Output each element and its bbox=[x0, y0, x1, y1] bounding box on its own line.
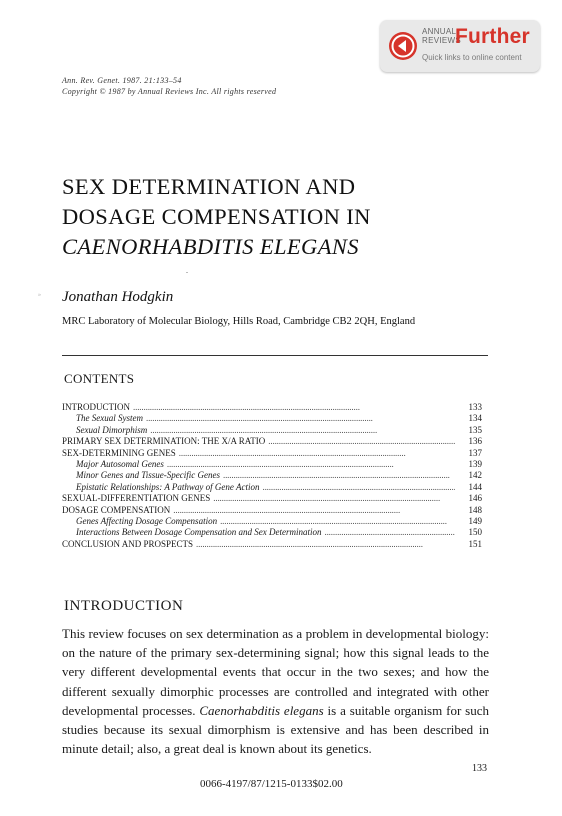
scan-mark: » bbox=[38, 292, 41, 298]
toc-entry-label: SEX-DETERMINING GENES bbox=[62, 447, 176, 458]
toc-entry-label: Sexual Dimorphism bbox=[76, 424, 148, 435]
toc-entry[interactable] bbox=[62, 516, 482, 527]
title-line-2: DOSAGE COMPENSATION IN bbox=[62, 204, 371, 229]
badge-publisher-label: ANNUAL REVIEWS bbox=[422, 27, 461, 45]
toc-entry-page: 151 bbox=[468, 538, 482, 549]
toc-entry-label: CONCLUSION AND PROSPECTS bbox=[62, 538, 194, 549]
toc-entry-page: 136 bbox=[468, 436, 482, 447]
annual-reviews-further-badge[interactable] bbox=[380, 20, 540, 72]
copyright-line: Copyright © 1987 by Annual Reviews Inc. All rights reserved bbox=[62, 87, 277, 96]
article-title bbox=[62, 172, 371, 262]
toc-entry[interactable] bbox=[62, 527, 482, 538]
author-affiliation: MRC Laboratory of Molecular Biology, Hills Road, Cambridge CB2 2QH, England bbox=[62, 316, 416, 327]
table-of-contents bbox=[62, 402, 482, 550]
arrow-left-icon bbox=[388, 31, 418, 61]
toc-entry-page: 135 bbox=[468, 424, 482, 435]
toc-entry[interactable] bbox=[62, 493, 482, 504]
toc-entry-page: 148 bbox=[468, 504, 482, 515]
contents-heading: CONTENTS bbox=[64, 371, 135, 386]
toc-entry-page: 137 bbox=[468, 447, 482, 458]
toc-entry-label: Minor Genes and Tissue-Specific Genes bbox=[76, 470, 220, 481]
journal-citation: Ann. Rev. Genet. 1987. 21:133–54 bbox=[62, 76, 182, 85]
toc-entry-page: 146 bbox=[468, 493, 482, 504]
species-name: Caenorhabditis elegans bbox=[199, 702, 324, 718]
toc-entry-label: Genes Affecting Dosage Compensation bbox=[76, 515, 218, 526]
toc-entry-label: INTRODUCTION bbox=[62, 402, 130, 412]
body-paragraph bbox=[62, 624, 489, 758]
toc-entry-label: DOSAGE COMPENSATION bbox=[62, 504, 171, 515]
toc-entry[interactable] bbox=[62, 459, 482, 470]
section-heading: INTRODUCTION bbox=[64, 598, 184, 614]
badge-title: Further bbox=[455, 25, 530, 48]
toc-entry-label: SEXUAL-DIFFERENTIATION GENES bbox=[62, 493, 211, 504]
toc-entry-page: 142 bbox=[468, 470, 482, 481]
toc-entry-label: Interactions Between Dosage Compensation and Sex Determination bbox=[76, 527, 322, 538]
toc-entry-label: Epistatic Relationships: A Pathway of Gene Action bbox=[76, 481, 260, 492]
badge-subtitle: Quick links to online content bbox=[422, 53, 522, 62]
toc-entry-page: 149 bbox=[468, 515, 482, 526]
page-number: 133 bbox=[472, 763, 487, 774]
toc-entry[interactable] bbox=[62, 505, 482, 516]
toc-entry-label: Major Autosomal Genes bbox=[76, 458, 164, 469]
toc-entry[interactable] bbox=[62, 482, 482, 493]
author-name: Jonathan Hodgkin bbox=[62, 289, 174, 305]
toc-entry-page: 133 bbox=[468, 402, 482, 412]
body-text: This review focuses on sex determination as a problem in developmental biology: on the nature of the primary sex-determining signal; how this signal leads to the very different developmental events that occur in the two sexes; and how the different sexually dimorphic processes are controlled and integrated with other developmental processes. bbox=[62, 626, 489, 718]
toc-entry-page: 144 bbox=[468, 481, 482, 492]
title-line-3: CAENORHABDITIS ELEGANS bbox=[62, 234, 359, 259]
toc-entry[interactable] bbox=[62, 413, 482, 424]
toc-entry[interactable] bbox=[62, 436, 482, 447]
footer-code: 0066-4197/87/1215-0133$02.00 bbox=[200, 778, 343, 790]
body-text: is a suitable organism for such studies because its sexual dimorphism is extensive and has been described in minute detail; also, a great deal is known about its genetics. bbox=[62, 702, 489, 757]
toc-entry[interactable] bbox=[62, 470, 482, 481]
toc-entry-page: 139 bbox=[468, 458, 482, 469]
toc-entry[interactable] bbox=[62, 448, 482, 459]
toc-entry[interactable] bbox=[62, 539, 482, 550]
title-line-1: SEX DETERMINATION AND bbox=[62, 174, 356, 199]
toc-entry[interactable] bbox=[62, 425, 482, 436]
toc-entry-page: 134 bbox=[468, 413, 482, 424]
scan-speck bbox=[186, 272, 188, 273]
toc-entry[interactable] bbox=[62, 402, 482, 413]
toc-entry-page: 150 bbox=[468, 527, 482, 538]
divider bbox=[62, 355, 488, 356]
toc-entry-label: PRIMARY SEX DETERMINATION: THE X/A RATIO bbox=[62, 436, 266, 447]
toc-entry-label: The Sexual System bbox=[76, 413, 143, 424]
